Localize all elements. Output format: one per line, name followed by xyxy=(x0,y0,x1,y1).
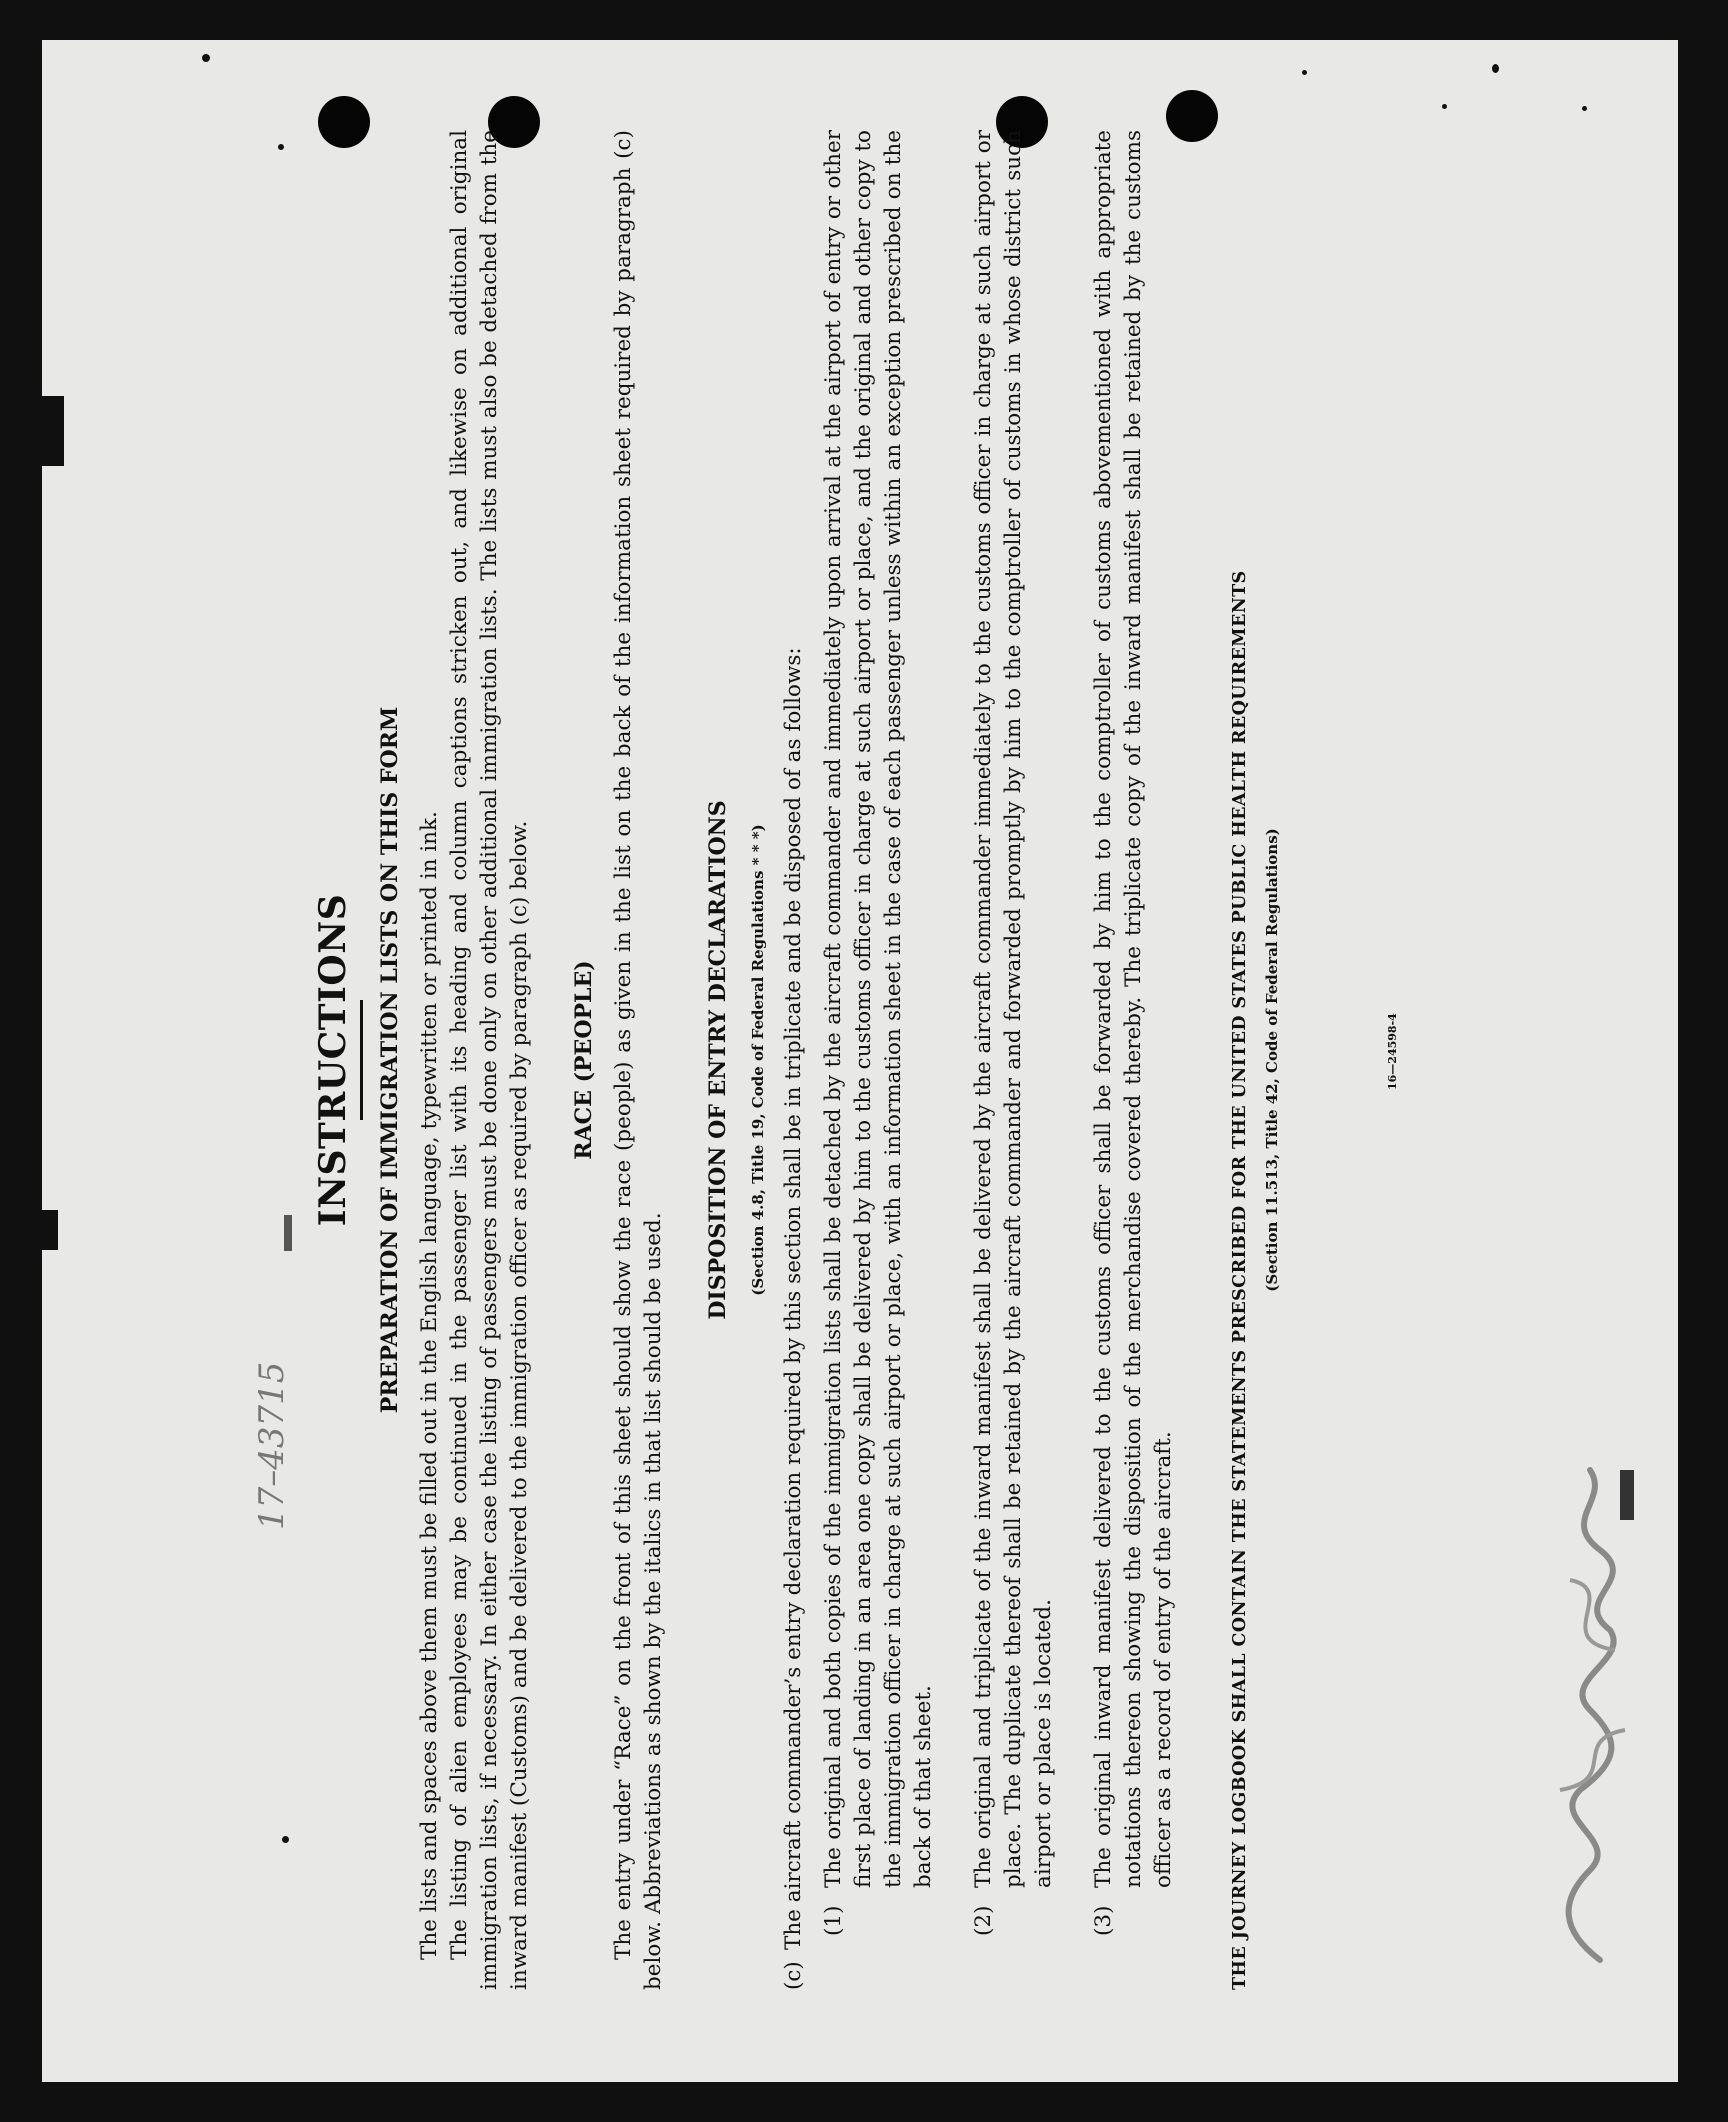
edge-notch xyxy=(40,396,64,466)
handwritten-note: 17–43715 xyxy=(252,1361,292,1530)
item-number: (1) xyxy=(821,1905,846,1936)
item-number: (3) xyxy=(1091,1905,1116,1936)
item-text: The original and both copies of the immigration lists shall be detached by the aircraft commander and immediately upon arrival at the airport of entry or other first place of landing in an area one copy shall be delivered by him to the customs officer in charge at such airport or place, and the original and other copy to the immigration officer in charge at such airport or place, with an information sheet in the case of each passenger unless within an exception prescribed on the back of that sheet. xyxy=(821,130,936,1888)
speck xyxy=(202,54,210,62)
form-number: 16—24598-4 xyxy=(1386,1013,1399,1090)
item-text: The original inward manifest delivered to the customs officer shall be forwarded by him to the comptroller of customs abovementioned with appropriate notations thereon showing the disposition of the merchandise covered thereby. The triplicate copy of the inward manifest shall be retained by the customs officer as a record of entry of the aircraft. xyxy=(1091,130,1176,1888)
health-requirements-statement: THE JOURNEY LOGBOOK SHALL CONTAIN THE STATEMENTS PRESCRIBED FOR THE UNITED STATES PUBLIC HEALTH REQUIREMENTS xyxy=(1230,570,1250,1990)
speck xyxy=(1582,106,1587,111)
intro-text: The aircraft commander’s entry declaration required by this section shall be in triplicate and be disposed of as follows: xyxy=(781,647,806,1950)
list-item xyxy=(819,130,939,1936)
intro-marker: (c) xyxy=(781,1961,806,1990)
speck xyxy=(1442,104,1447,109)
document-title: INSTRUCTIONS xyxy=(312,893,354,1227)
preparation-paragraph-2: The listing of alien employees may be continued in the passenger list with its heading and column captions stricken out, and likewise on additional original immigration lists, if necessary. In either case the listing of passengers must be done only on other additional immigration lists. The lists must also be detached from the inward manifest (Customs) and be delivered to the immigration officer as required by paragraph (c) below. xyxy=(447,130,532,1990)
health-requirements-citation: (Section 11.513, Title 42, Code of Federal Regulations) xyxy=(1263,828,1281,1292)
ink-mark xyxy=(284,1215,292,1251)
speck xyxy=(1492,64,1499,73)
race-paragraph: The entry under “Race” on the front of this sheet should show the race (people) as given in the list on the back of the information sheet required by paragraph (c) below. Abbreviations as shown by the italics in that list should be used. xyxy=(611,130,666,1990)
signature-scribble xyxy=(1530,1460,1650,1980)
list-item xyxy=(969,130,1059,1936)
disposition-intro xyxy=(779,130,809,1990)
rotated-instructions-block xyxy=(312,130,1428,1990)
title-underline xyxy=(360,1000,363,1120)
list-item xyxy=(1089,130,1179,1936)
disposition-list xyxy=(819,130,1179,1990)
disposition-heading: DISPOSITION OF ENTRY DECLARATIONS xyxy=(705,800,731,1320)
item-text: The original and triplicate of the inward manifest shall be delivered by the aircraft commander immediately to the customs officer in charge at such airport or place. The duplicate thereof shall be retained by the aircraft commander and forwarded promptly by him to the comptroller of customs in whose district such airport or place is located. xyxy=(971,130,1056,1888)
race-heading: RACE (PEOPLE) xyxy=(571,960,597,1160)
disposition-citation: (Section 4.8, Title 19, Code of Federal Regulations * * *) xyxy=(749,824,767,1296)
edge-notch xyxy=(40,1210,58,1250)
item-number: (2) xyxy=(971,1905,996,1936)
preparation-paragraph-1: The lists and spaces above them must be filled out in the English language, typewritten or printed in ink. xyxy=(417,811,442,1960)
preparation-heading: PREPARATION OF IMMIGRATION LISTS ON THIS FORM xyxy=(377,706,403,1414)
speck xyxy=(282,1836,289,1843)
speck xyxy=(278,144,284,150)
speck xyxy=(1302,70,1307,75)
